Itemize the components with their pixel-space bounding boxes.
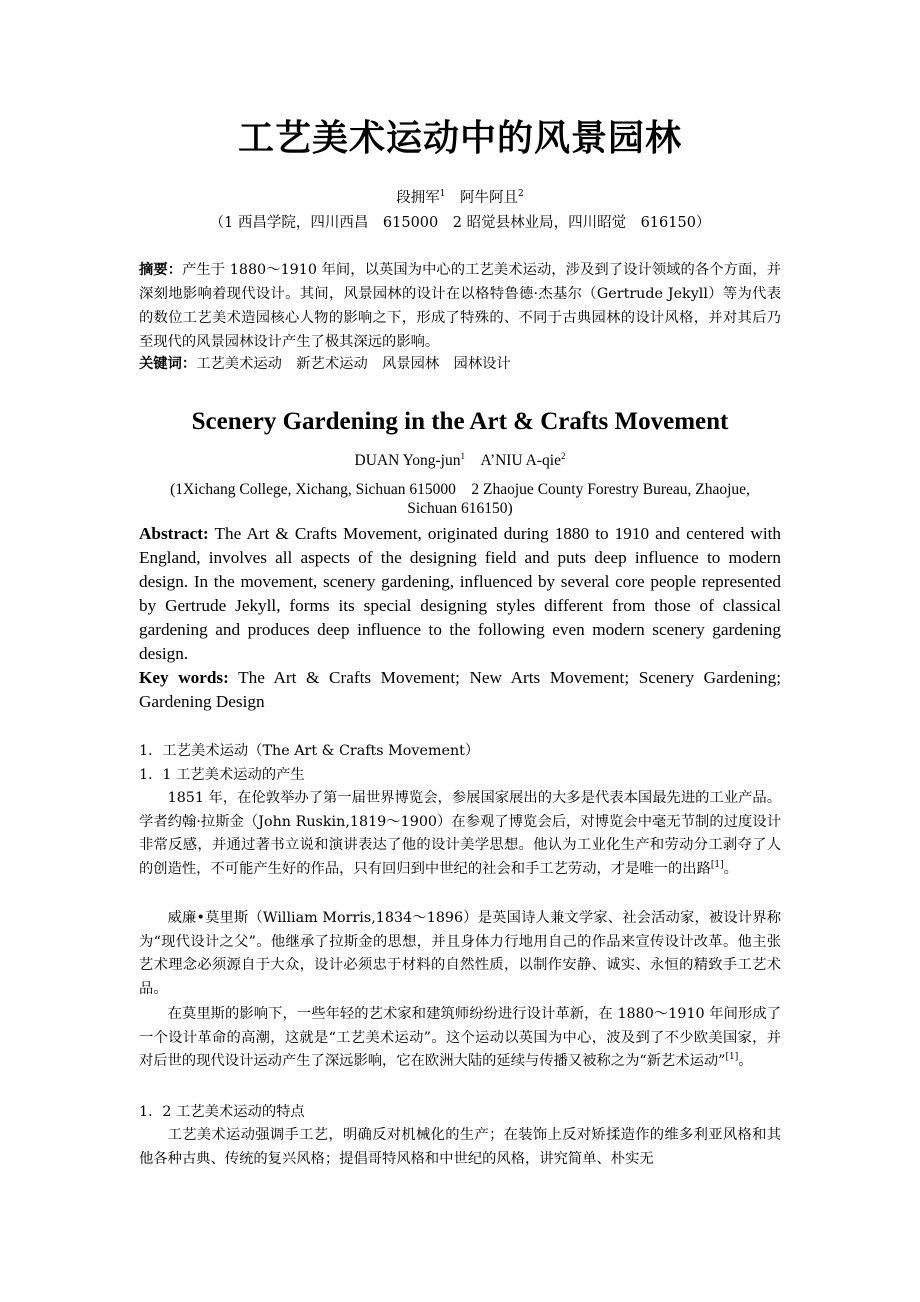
english-title: Scenery Gardening in the Art & Crafts Movement (191, 408, 729, 435)
paragraph-3-citation: [1] (725, 1052, 739, 1063)
cn-abstract-label: 摘要： (139, 262, 183, 278)
paragraph-3-text: 在莫里斯的影响下，一些年轻的艺术家和建筑师纷纷进行设计革新，在 1880～1910 年间形成了一个设计革命的高潮，这就是“工艺美术运动”。这个运动以英国为中心，波及到了不少欧美国家，并对后世的现代设计运动产生了深远影响，它在欧洲大陆的延续与传播又被称之为“新艺术运动” (139, 1006, 781, 1069)
paragraph-1-end: 。 (723, 860, 738, 877)
english-keywords (139, 666, 781, 714)
cn-author-1: 段拥军 (396, 190, 440, 206)
english-affiliation-line-2: Sichuan 616150) (407, 500, 513, 517)
cn-keywords-text: 工艺美术运动 新艺术运动 风景园林 园林设计 (196, 356, 511, 372)
chinese-affiliation: （1 西昌学院，四川西昌 615000 2 昭觉县林业局，四川昭觉 616150） (209, 215, 711, 231)
en-keywords-text: The Art & Crafts Movement; New Arts Movement; Scenery Gardening; Gardening Design (139, 668, 781, 711)
en-author-1: DUAN Yong-jun (354, 452, 461, 469)
section-heading-1: 1．工艺美术运动（The Art & Crafts Movement） (139, 743, 480, 759)
english-authors (0, 452, 920, 470)
cn-author-2: 阿牛阿且 (460, 190, 518, 206)
cn-abstract-text: 产生于 1880～1910 年间，以英国为中心的工艺美术运动，涉及到了设计领域的各个方面，并深刻地影响着现代设计。其间，风景园林的设计在以格特鲁德·杰基尔（Gertrude Jekyll）等为代表的数位工艺美术造园核心人物的影响之下，形成了特殊的、不同于古典园林的设计风格，并对其后乃至现代的风景园林设计产生了极其深远的影响。 (139, 262, 781, 350)
en-author-2: A’NIU A-qie (480, 452, 561, 469)
paragraph-4: 工艺美术运动强调手工艺，明确反对机械化的生产；在装饰上反对矫揉造作的维多利亚风格和其他各种古典、传统的复兴风格；提倡哥特风格和中世纪的风格，讲究简单、朴实无 (139, 1127, 781, 1167)
chinese-keywords (139, 352, 781, 376)
en-author-2-sup: 2 (560, 450, 566, 461)
chinese-abstract (139, 258, 781, 354)
paragraph-3-end: 。 (738, 1053, 753, 1069)
en-abstract-label: Abstract: (139, 524, 209, 543)
section-heading-1-1: 1．1 工艺美术运动的产生 (139, 767, 305, 783)
chinese-authors (0, 186, 920, 207)
paragraph-1-text: 1851 年，在伦敦举办了第一届世界博览会，参展国家展出的大多是代表本国最先进的工业产品。学者约翰·拉斯金（John Ruskin,1819～1900）在参观了博览会后，对博览会中毫无节制的过度设计非常反感，并通过著书立说和演讲表达了他的设计美学思想。他认为工业化生产和劳动分工剥夺了人的创造性，不可能产生好的作品，只有回归到中世纪的社会和手工艺劳动，才是唯一的出路 (139, 790, 781, 877)
cn-author-2-sup: 2 (518, 189, 524, 200)
paragraph-1-citation: [1] (710, 859, 724, 870)
english-abstract (139, 522, 781, 666)
en-keywords-label: Key words: (139, 668, 229, 687)
chinese-title: 工艺美术运动中的风景园林 (237, 118, 682, 159)
paragraph-3 (139, 1003, 781, 1074)
paragraph-1 (139, 787, 781, 881)
paragraph-2: 威廉•莫里斯（William Morris,1834～1896）是英国诗人兼文学家、社会活动家，被设计界称为“现代设计之父”。他继承了拉斯金的思想，并且身体力行地用自己的作品来宣传设计改革。他主张艺术理念必须源自于大众，设计必须忠于材料的自然性质，以制作安静、诚实、永恒的精致手工艺术品。 (139, 910, 781, 997)
en-author-1-sup: 1 (460, 450, 465, 461)
cn-keywords-label: 关键词： (139, 356, 197, 372)
en-abstract-text: The Art & Crafts Movement, originated during 1880 to 1910 and centered with England, involves all aspects of the designing field and puts deep influence to modern design. In the movement, scenery gardening, influenced by several core people represented by Gertrude Jekyll, forms its special designing styles different from those of classical gardening and produces deep influence to the following even modern scenery gardening design. (139, 524, 781, 663)
section-heading-1-2: 1．2 工艺美术运动的特点 (139, 1104, 305, 1120)
cn-author-1-sup: 1 (439, 189, 446, 200)
english-affiliation-line-1: (1Xichang College, Xichang, Sichuan 615000 2 Zhaojue County Forestry Bureau, Zhaojue, (170, 481, 750, 498)
